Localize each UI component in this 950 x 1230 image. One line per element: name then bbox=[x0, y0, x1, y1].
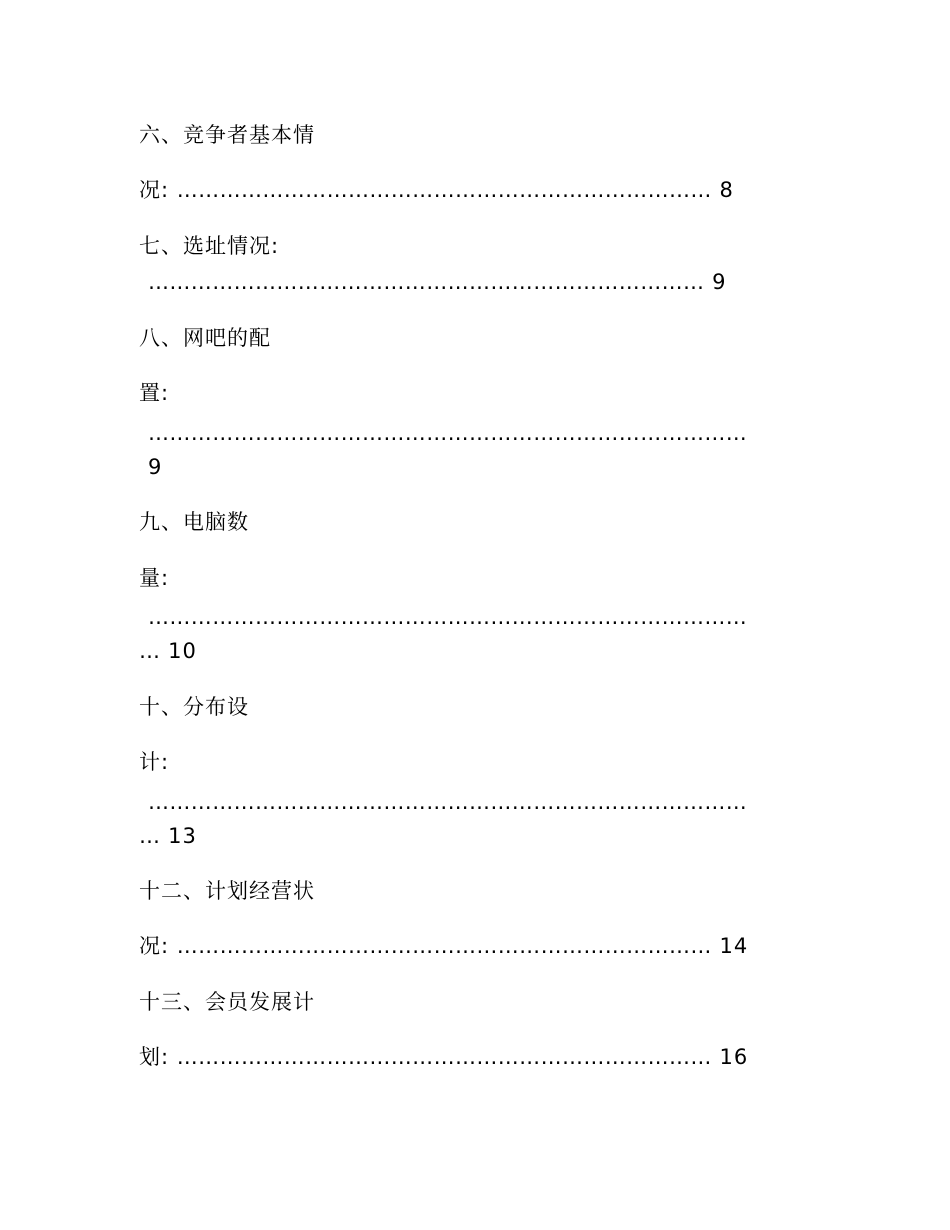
toc-entry-8-title[interactable] bbox=[139, 323, 271, 353]
toc-entry-13-title-text: 十三、会员发展计 bbox=[139, 990, 315, 1014]
toc-entry-8-page-number: 9 bbox=[148, 455, 163, 479]
toc-entry-9-leader-line[interactable] bbox=[148, 602, 747, 632]
toc-entry-10-page-line[interactable] bbox=[139, 821, 197, 851]
toc-entry-13-leader-line[interactable] bbox=[139, 1042, 748, 1072]
toc-entry-8-dot-leader: ………………………………………………………………………… bbox=[148, 421, 748, 445]
toc-entry-10-leader-line[interactable] bbox=[148, 787, 747, 817]
toc-entry-13-page-number: 16 bbox=[719, 1045, 749, 1069]
toc-entry-8-title-text: 八、网吧的配 bbox=[139, 326, 271, 350]
toc-entry-8-page-line[interactable] bbox=[148, 452, 162, 482]
toc-entry-9-page-number: 10 bbox=[168, 639, 197, 663]
toc-entry-9-title[interactable] bbox=[139, 507, 249, 537]
toc-entry-10-title-text: 十、分布设 bbox=[139, 695, 249, 719]
toc-entry-12-dot-leader: ………………………………………………………………… bbox=[176, 934, 712, 958]
toc-entry-13-dot-leader: ………………………………………………………………… bbox=[176, 1045, 712, 1069]
toc-entry-7-title[interactable] bbox=[139, 231, 279, 261]
toc-entry-10-dot-tail: … bbox=[139, 824, 161, 848]
toc-entry-9-page-line[interactable] bbox=[139, 636, 197, 666]
toc-entry-6-title-text: 六、竞争者基本情 bbox=[139, 123, 315, 147]
toc-entry-6-dot-leader: ………………………………………………………………… bbox=[176, 178, 712, 202]
toc-entry-7-leader-line[interactable] bbox=[148, 267, 726, 297]
toc-entry-9-title-text: 九、电脑数 bbox=[139, 510, 249, 534]
toc-entry-9-dot-leader: ………………………………………………………………………… bbox=[148, 605, 748, 629]
toc-entry-10-dot-leader: ………………………………………………………………………… bbox=[148, 790, 748, 814]
toc-entry-10-cont-text: 计: bbox=[139, 750, 170, 774]
toc-entry-12-page-number: 14 bbox=[719, 934, 749, 958]
toc-entry-12-title-text: 十二、计划经营状 bbox=[139, 879, 315, 903]
toc-entry-9-cont-text: 量: bbox=[139, 566, 170, 590]
toc-entry-10-cont bbox=[139, 747, 169, 777]
toc-entry-8-cont bbox=[139, 378, 169, 408]
toc-entry-13-cont-text: 划: bbox=[139, 1045, 170, 1069]
toc-entry-10-page-number: 13 bbox=[168, 824, 197, 848]
toc-entry-13-title[interactable] bbox=[139, 987, 315, 1017]
toc-entry-8-cont-text: 置: bbox=[139, 381, 170, 405]
toc-entry-6-page-number: 8 bbox=[719, 178, 734, 202]
toc-entry-12-title[interactable] bbox=[139, 876, 315, 906]
toc-entry-7-page-number: 9 bbox=[712, 270, 727, 294]
toc-entry-7-title-text: 七、选址情况: bbox=[139, 234, 280, 258]
toc-entry-8-leader-line[interactable] bbox=[148, 418, 747, 448]
toc-entry-12-leader-line[interactable] bbox=[139, 931, 748, 961]
toc-entry-12-cont-text: 况: bbox=[139, 934, 170, 958]
toc-entry-7-dot-leader: …………………………………………………………………… bbox=[148, 270, 705, 294]
toc-entry-9-dot-tail: … bbox=[139, 639, 161, 663]
toc-entry-6-cont-text: 况: bbox=[139, 178, 170, 202]
toc-entry-9-cont bbox=[139, 563, 169, 593]
toc-entry-6-leader-line[interactable] bbox=[139, 175, 734, 205]
toc-entry-6-title[interactable] bbox=[139, 120, 315, 150]
toc-entry-10-title[interactable] bbox=[139, 692, 249, 722]
